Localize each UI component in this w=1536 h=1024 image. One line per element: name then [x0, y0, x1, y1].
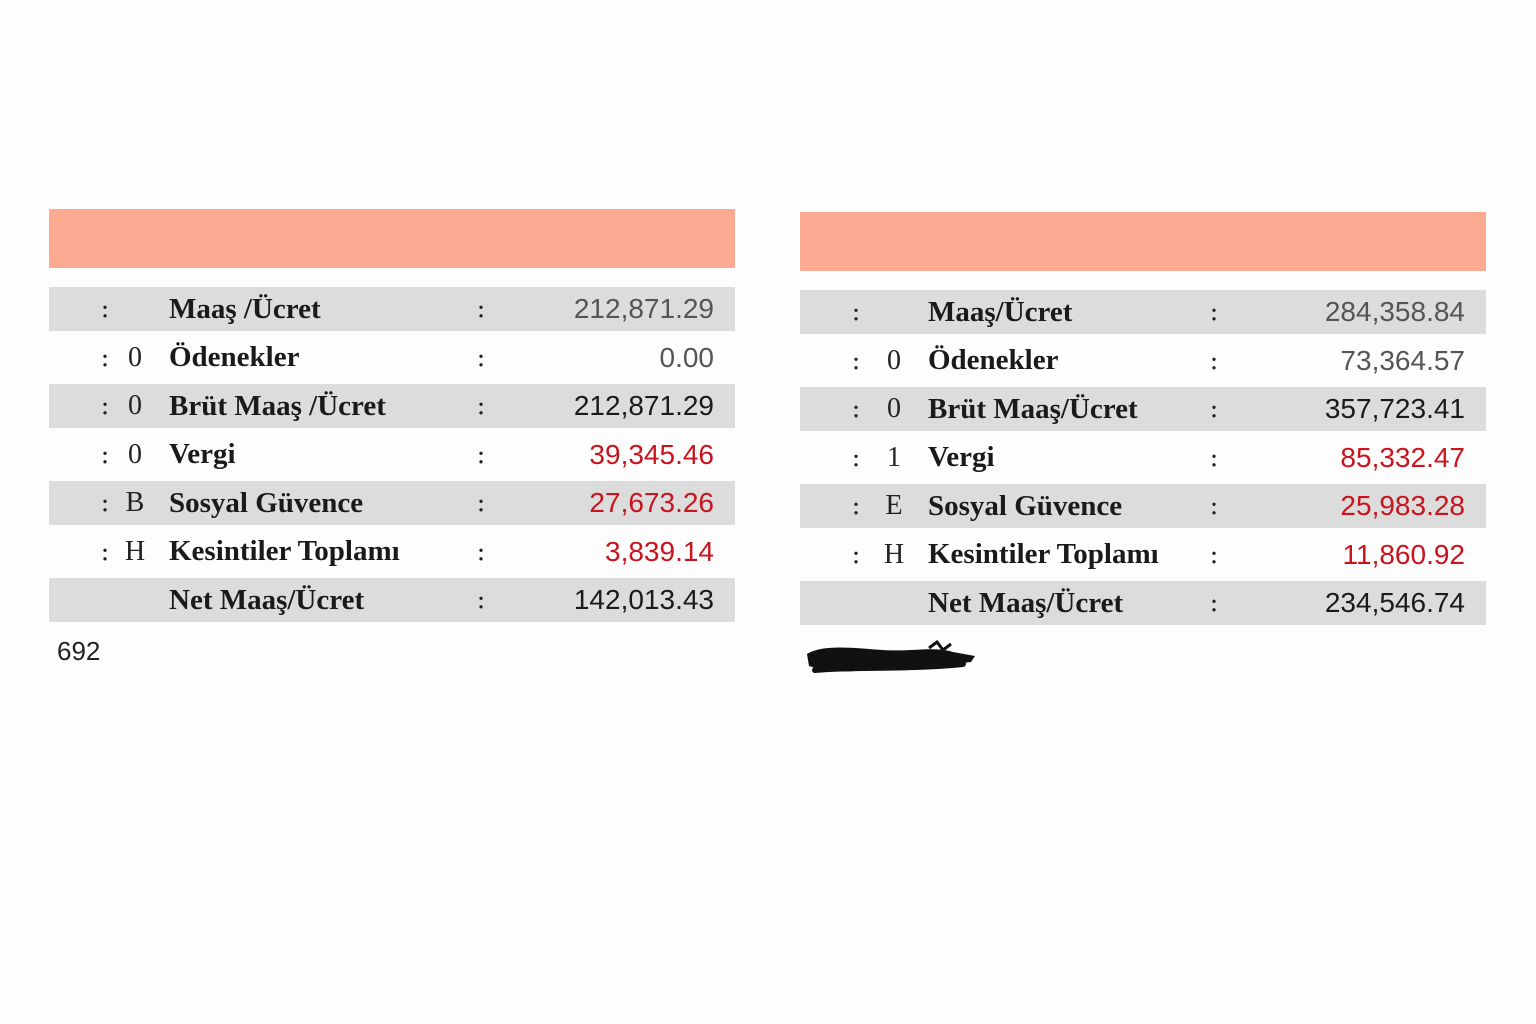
- row-label: Vergi: [169, 438, 236, 470]
- row-value: 3,839.14: [605, 535, 714, 567]
- value-separator: :: [1209, 345, 1219, 376]
- salary-row: [800, 533, 1486, 577]
- value-separator: :: [1209, 394, 1219, 424]
- salary-row: [800, 387, 1486, 431]
- row-separator: :: [851, 442, 861, 473]
- payslip-panel-left: [49, 209, 735, 627]
- row-separator: :: [851, 297, 861, 327]
- header-bar-right: [800, 212, 1486, 271]
- row-value: 73,364.57: [1340, 344, 1465, 376]
- value-separator: :: [476, 294, 486, 324]
- row-code: H: [883, 538, 905, 570]
- row-value: 39,345.46: [589, 438, 714, 470]
- row-separator: :: [100, 536, 110, 567]
- salary-row: [800, 581, 1486, 625]
- row-label: Kesintiler Toplamı: [928, 538, 1159, 570]
- row-code: 0: [128, 341, 142, 373]
- row-label: Vergi: [928, 441, 995, 473]
- row-separator: :: [100, 439, 110, 470]
- salary-row: [49, 384, 735, 428]
- row-label: Sosyal Güvence: [928, 489, 1123, 522]
- row-code: 0: [887, 344, 901, 376]
- row-code: H: [124, 535, 146, 567]
- value-separator: :: [1209, 442, 1219, 473]
- value-separator: :: [476, 439, 486, 470]
- row-value: 284,358.84: [1324, 296, 1465, 327]
- row-code: 0: [887, 393, 901, 424]
- value-separator: :: [1209, 588, 1219, 618]
- salary-row: [49, 336, 735, 380]
- value-separator: :: [1209, 491, 1219, 521]
- row-separator: :: [851, 491, 861, 521]
- row-separator: :: [100, 391, 110, 421]
- row-label: Brüt Maaş/Ücret: [928, 392, 1138, 425]
- row-value: 212,871.29: [573, 293, 714, 324]
- row-separator: :: [851, 394, 861, 424]
- row-label: Maaş /Ücret: [169, 292, 321, 325]
- row-value: 25,983.28: [1340, 490, 1465, 521]
- row-code: 0: [128, 390, 142, 421]
- row-code: 0: [128, 438, 142, 470]
- row-label: Ödenekler: [169, 341, 300, 373]
- salary-rows-right: [800, 290, 1486, 625]
- redaction-scribble: [803, 640, 981, 680]
- salary-row: [800, 290, 1486, 334]
- salary-row: [49, 433, 735, 477]
- row-separator: :: [100, 488, 110, 518]
- row-value: 212,871.29: [573, 390, 714, 421]
- row-value: 357,723.41: [1324, 393, 1465, 424]
- row-separator: :: [100, 294, 110, 324]
- salary-row: [800, 339, 1486, 383]
- payslip-panel-right: [800, 212, 1486, 630]
- row-label: Sosyal Güvence: [169, 486, 364, 519]
- salary-row: [49, 481, 735, 525]
- row-separator: :: [851, 539, 861, 570]
- value-separator: :: [1209, 297, 1219, 327]
- row-label: Brüt Maaş /Ücret: [169, 389, 386, 422]
- header-bar-left: [49, 209, 735, 268]
- row-value: 142,013.43: [573, 584, 714, 615]
- row-label: Net Maaş/Ücret: [928, 586, 1124, 619]
- row-label: Maaş/Ücret: [928, 295, 1073, 328]
- row-label: Ödenekler: [928, 344, 1059, 376]
- row-code: B: [125, 487, 145, 518]
- row-label: Kesintiler Toplamı: [169, 535, 400, 567]
- value-separator: :: [476, 536, 486, 567]
- row-value: 11,860.92: [1342, 538, 1465, 570]
- salary-row: [800, 436, 1486, 480]
- salary-row: [800, 484, 1486, 528]
- row-value: 85,332.47: [1340, 441, 1465, 473]
- row-code: E: [885, 490, 903, 521]
- salary-row: [49, 287, 735, 331]
- value-separator: :: [476, 391, 486, 421]
- value-separator: :: [476, 585, 486, 615]
- value-separator: :: [476, 342, 486, 373]
- footnote-number: 692: [57, 636, 101, 666]
- row-value: 27,673.26: [589, 487, 714, 518]
- salary-rows-left: [49, 287, 735, 622]
- row-value: 0.00: [659, 341, 714, 373]
- row-label: Net Maaş/Ücret: [169, 583, 365, 616]
- row-value: 234,546.74: [1324, 587, 1465, 618]
- value-separator: :: [476, 488, 486, 518]
- value-separator: :: [1209, 539, 1219, 570]
- row-separator: :: [851, 345, 861, 376]
- row-code: 1: [887, 441, 901, 473]
- row-separator: :: [100, 342, 110, 373]
- salary-row: [49, 530, 735, 574]
- salary-row: [49, 578, 735, 622]
